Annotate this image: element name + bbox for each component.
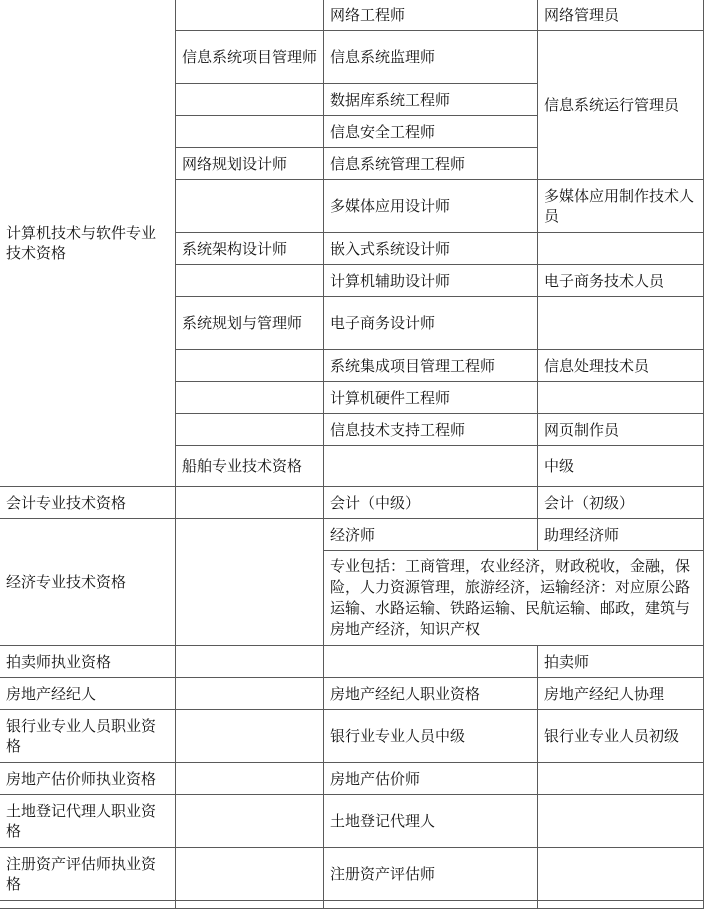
table-row <box>0 763 704 795</box>
senior-cell <box>176 678 324 710</box>
senior-cell <box>176 382 324 414</box>
table-row <box>0 901 704 909</box>
table-row <box>0 519 704 551</box>
mid-cell <box>324 646 538 678</box>
senior-cell <box>324 446 538 487</box>
junior-cell: 助理经济师 <box>538 519 704 551</box>
junior-cell <box>538 297 704 350</box>
mid-cell: 嵌入式系统设计师 <box>324 233 538 265</box>
junior-cell: 多媒体应用制作技术人员 <box>538 180 704 233</box>
table-row <box>0 795 704 848</box>
senior-cell <box>176 180 324 233</box>
category-cell: 计算机技术与软件专业技术资格 <box>0 0 176 487</box>
mid-cell <box>324 901 538 909</box>
senior-cell: 系统架构设计师 <box>176 233 324 265</box>
senior-cell <box>176 710 324 763</box>
senior-cell <box>176 116 324 148</box>
senior-cell: 系统规划与管理师 <box>176 297 324 350</box>
senior-cell <box>176 414 324 446</box>
mid-cell: 系统集成项目管理工程师 <box>324 350 538 382</box>
senior-cell <box>176 901 324 909</box>
junior-cell <box>538 795 704 848</box>
mid-cell: 中级 <box>538 446 704 487</box>
mid-cell: 信息技术支持工程师 <box>324 414 538 446</box>
category-cell: 注册资产评估师执业资格 <box>0 848 176 901</box>
senior-cell <box>176 0 324 31</box>
mid-cell: 电子商务设计师 <box>324 297 538 350</box>
table-row <box>0 646 704 678</box>
junior-cell: 电子商务技术人员 <box>538 265 704 297</box>
junior-cell <box>538 233 704 265</box>
junior-cell <box>538 901 704 909</box>
mid-cell: 经济师 <box>324 519 538 551</box>
junior-cell: 会计（初级） <box>538 487 704 519</box>
mid-cell: 会计（中级） <box>324 487 538 519</box>
mid-cell: 房地产经纪人职业资格 <box>324 678 538 710</box>
mid-cell: 房地产估价师 <box>324 763 538 795</box>
mid-cell: 计算机硬件工程师 <box>324 382 538 414</box>
mid-cell: 信息系统监理师 <box>324 31 538 84</box>
junior-cell: 银行业专业人员初级 <box>538 710 704 763</box>
senior-cell <box>176 84 324 116</box>
category-cell: 经济专业技术资格 <box>0 519 176 646</box>
category-cell: 房地产经纪人 <box>0 678 176 710</box>
senior-cell <box>176 763 324 795</box>
table-row <box>0 678 704 710</box>
senior-cell <box>176 350 324 382</box>
category-cell: 船舶专业技术资格 <box>176 446 324 487</box>
mid-cell: 土地登记代理人 <box>324 795 538 848</box>
mid-cell: 网络工程师 <box>324 0 538 31</box>
mid-cell: 信息安全工程师 <box>324 116 538 148</box>
category-cell <box>0 901 176 909</box>
senior-cell <box>176 795 324 848</box>
junior-cell: 信息系统运行管理员 <box>538 31 704 180</box>
junior-cell <box>538 763 704 795</box>
category-cell: 土地登记代理人职业资格 <box>0 795 176 848</box>
junior-cell: 网页制作员 <box>538 414 704 446</box>
category-cell: 拍卖师执业资格 <box>0 646 176 678</box>
table-row <box>0 710 704 763</box>
senior-cell <box>176 265 324 297</box>
senior-cell: 信息系统项目管理师 <box>176 31 324 84</box>
senior-cell: 网络规划设计师 <box>176 148 324 180</box>
mid-cell: 数据库系统工程师 <box>324 84 538 116</box>
junior-cell: 信息处理技术员 <box>538 350 704 382</box>
junior-cell <box>538 382 704 414</box>
economics-description: 专业包括：工商管理，农业经济，财政税收，金融，保险，人力资源管理，旅游经济，运输经济：对应原公路运输、水路运输、铁路运输、民航运输、邮政，建筑与房地产经济，知识产权 <box>324 551 704 646</box>
mid-cell: 注册资产评估师 <box>324 848 538 901</box>
table-row <box>0 0 704 31</box>
mid-cell: 银行业专业人员中级 <box>324 710 538 763</box>
senior-cell <box>176 487 324 519</box>
category-cell: 会计专业技术资格 <box>0 487 176 519</box>
category-cell: 房地产估价师执业资格 <box>0 763 176 795</box>
mid-cell: 多媒体应用设计师 <box>324 180 538 233</box>
table-row <box>0 487 704 519</box>
mid-cell: 信息系统管理工程师 <box>324 148 538 180</box>
junior-cell: 网络管理员 <box>538 0 704 31</box>
senior-cell <box>176 519 324 646</box>
junior-cell: 房地产经纪人协理 <box>538 678 704 710</box>
senior-cell <box>176 646 324 678</box>
mid-cell: 计算机辅助设计师 <box>324 265 538 297</box>
category-cell: 银行业专业人员职业资格 <box>0 710 176 763</box>
junior-cell: 拍卖师 <box>538 646 704 678</box>
